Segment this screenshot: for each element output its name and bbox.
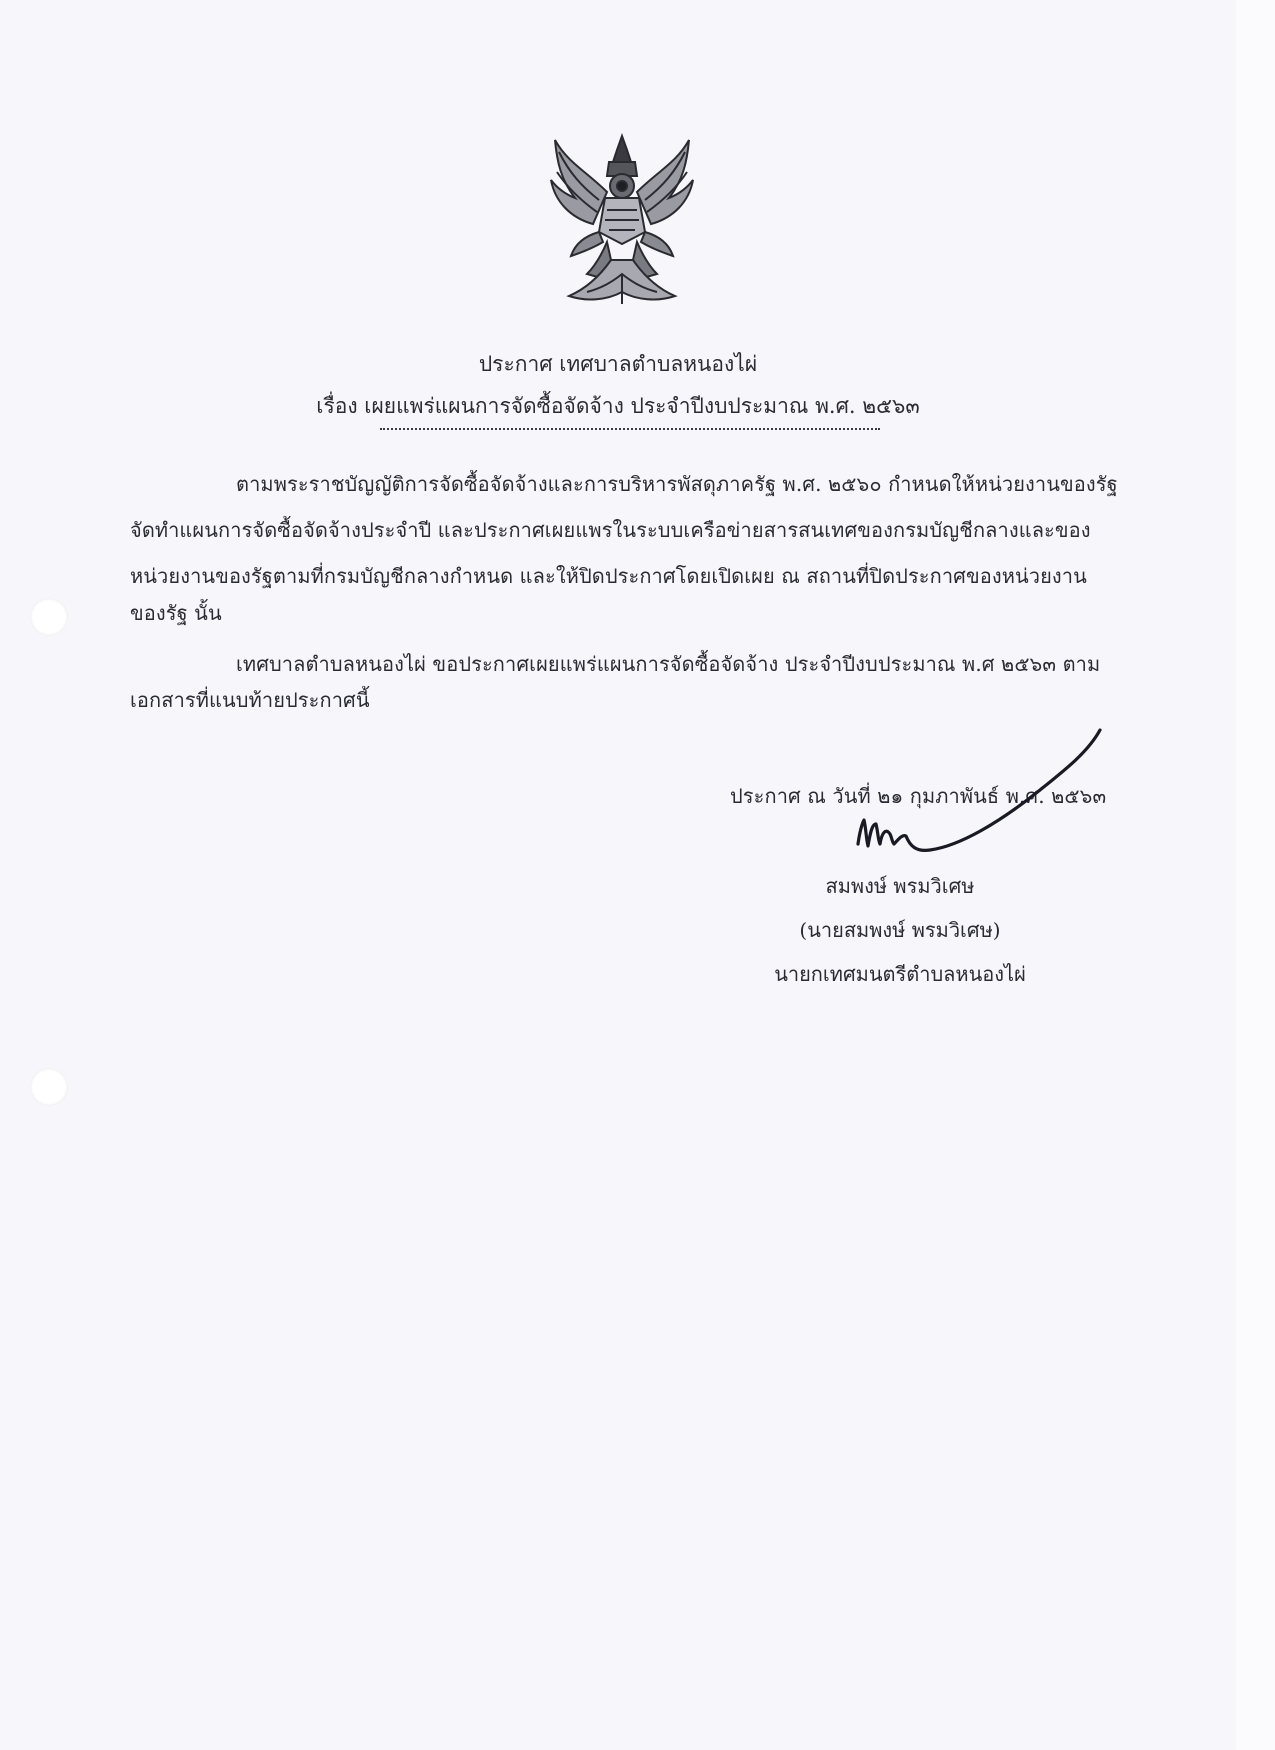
signed-name: สมพงษ์ พรมวิเศษ [825, 874, 975, 898]
paragraph1-line1: ตามพระราชบัญญัติการจัดซื้อจัดจ้างและการบริหารพัสดุภาครัฐ พ.ศ. ๒๕๖๐ กำหนดให้หน่วยงานของรัฐ [236, 472, 1118, 496]
position-title: นายกเทศมนตรีตำบลหนองไผ่ [774, 962, 1026, 986]
paragraph1-line3: หน่วยงานของรัฐตามที่กรมบัญชีกลางกำหนด และให้ปิดประกาศโดยเปิดเผย ณ สถานที่ปิดประกาศของหน่วยงาน [130, 564, 1087, 588]
punch-hole-bottom [30, 1068, 68, 1106]
subject-underline [380, 428, 880, 430]
paragraph1-line2: จัดทำแผนการจัดซื้อจัดจ้างประจำปี และประกาศเผยแพรในระบบเครือข่ายสารสนเทศของกรมบัญชีกลางและของ [130, 518, 1091, 542]
paragraph2-line2: เอกสารที่แนบท้ายประกาศนี้ [130, 688, 370, 712]
garuda-emblem-icon [547, 132, 697, 310]
handwritten-signature [850, 720, 1110, 870]
announcement-subject: เรื่อง เผยแพร่แผนการจัดซื้อจัดจ้าง ประจำปีงบประมาณ พ.ศ. ๒๕๖๓ [316, 394, 920, 418]
announcement-title: ประกาศ เทศบาลตำบลหนองไผ่ [478, 352, 758, 376]
date-line: ประกาศ ณ วันที่ ๒๑ กุมภาพันธ์ พ.ศ. ๒๕๖๓ [730, 784, 1107, 808]
paragraph1-line4: ของรัฐ นั้น [130, 601, 222, 625]
punch-hole-top [30, 598, 68, 636]
paragraph2-line1: เทศบาลตำบลหนองไผ่ ขอประกาศเผยแพร่แผนการจัดซื้อจัดจ้าง ประจำปีงบประมาณ พ.ศ ๒๕๖๓ ตาม [236, 652, 1101, 676]
full-name: (นายสมพงษ์ พรมวิเศษ) [799, 918, 1001, 942]
page-right-margin [1236, 0, 1275, 1750]
